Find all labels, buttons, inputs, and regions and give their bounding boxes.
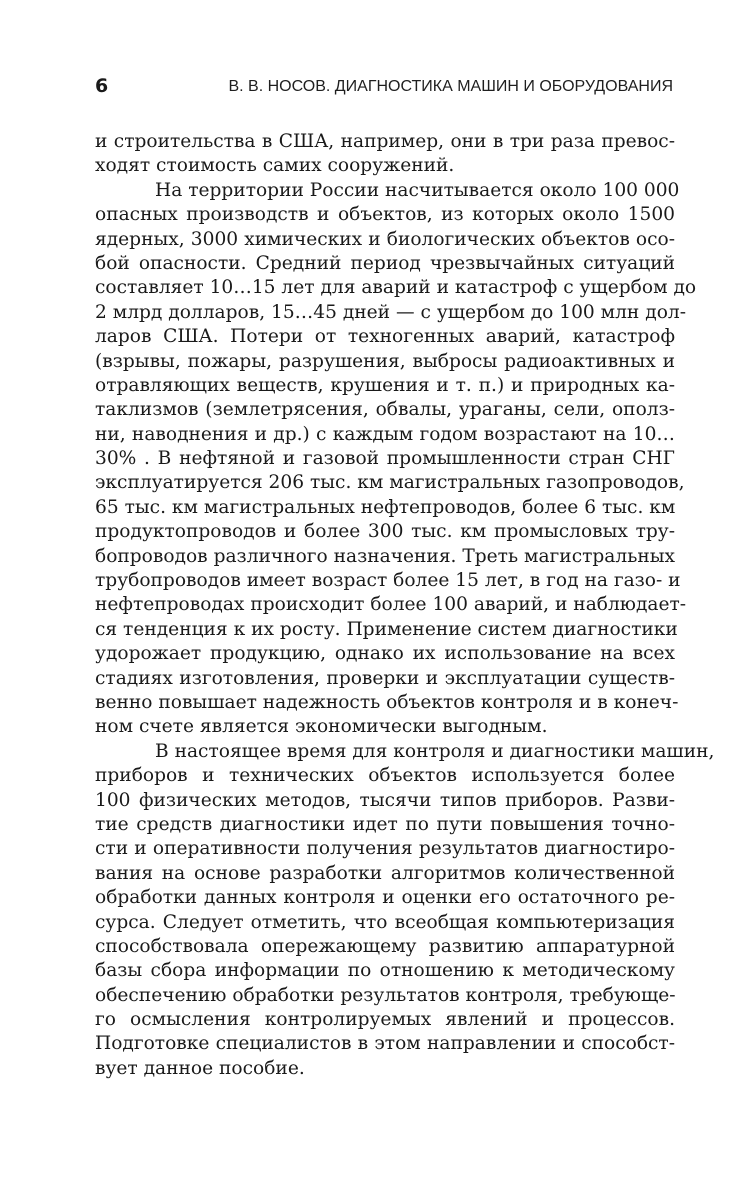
paragraph [95,179,697,740]
text-line: стадиях изготовления, проверки и эксплуатации существ- [95,667,675,689]
text-line: ядерных, 3000 химических и биологических объектов осо- [95,228,675,250]
text-line: венно повышает надежность объектов контроля и в конеч- [95,691,679,713]
text-line: ном счете является экономически выгодным. [95,716,548,738]
running-head [95,74,673,100]
text-line: отравляющих веществ, крушения и т. п.) и природных ка- [95,374,675,396]
text-line: ни, наводнения и др.) с каждым годом возрастают на 10… [95,423,675,445]
text-line: трубопроводов имеет возраст более 15 лет, в год на газо- и [95,570,681,592]
page-number: 6 [95,75,109,97]
text-line: вует данное пособие. [95,1057,305,1079]
text-line: нефтепроводах происходит более 100 аварий, и наблюдает- [95,594,687,616]
text-line: опасных производств и объектов, из которых около 1500 [95,204,675,226]
text-line: Подготовке специалистов в этом направлении и способст- [95,1033,675,1055]
text-line: вания на основе разработки алгоритмов количественной [95,862,675,884]
text-line: базы сбора информации по отношению к методическому [95,960,675,982]
text-line: способствовала опережающему развитию аппаратурной [95,935,675,957]
text-line: ходят стоимость самих сооружений. [95,155,455,177]
text-line: обеспечению обработки результатов контроля, требующе- [95,984,676,1006]
text-line: 2 млрд долларов, 15…45 дней — с ущербом до 100 млн дол- [95,301,686,323]
text-line: ся тенденция к их росту. Применение систем диагностики [95,618,678,640]
text-line: тие средств диагностики идет по пути повышения точно- [95,813,675,835]
text-line: и строительства в США, например, они в три раза превос- [95,131,675,152]
text-line: бопроводов различного назначения. Треть магистральных [95,545,675,567]
text-line: го осмысления контролируемых явлений и процессов. [95,1009,675,1031]
text-line: На территории России насчитывается около 100 000 [155,179,680,201]
text-line: эксплуатируется 206 тыс. км магистральных газопроводов, [95,472,685,494]
paragraph [95,740,715,1081]
text-line: 65 тыс. км магистральных нефтепроводов, более 6 тыс. км [95,496,676,518]
running-title: В. В. НОСОВ. ДИАГНОСТИКА МАШИН И ОБОРУДОВАНИЯ [228,78,673,95]
text-line: продуктопроводов и более 300 тыс. км промысловых тру- [95,521,675,543]
text-line: сурса. Следует отметить, что всеобщая компьютеризация [95,911,675,933]
text-line: таклизмов (землетрясения, обвалы, ураганы, сели, ополз- [95,399,675,421]
text-line: В настоящее время для контроля и диагностики машин, [155,740,715,762]
text-line: сти и оперативности получения результатов диагностиро- [95,838,675,860]
text-line: бой опасности. Средний период чрезвычайных ситуаций [95,252,675,274]
text-line: удорожает продукцию, однако их использование на всех [95,643,675,665]
text-line: 100 физических методов, тысячи типов приборов. Разви- [95,789,675,811]
paragraph [95,130,675,179]
body-text [95,130,715,1081]
text-line: (взрывы, пожары, разрушения, выбросы радиоактивных и [95,350,675,372]
text-line: 30% . В нефтяной и газовой промышленности стран СНГ [95,448,675,470]
text-line: составляет 10…15 лет для аварий и катастроф с ущербом до [95,277,697,299]
text-line: обработки данных контроля и оценки его остаточного ре- [95,887,675,909]
text-line: приборов и технических объектов используется более [95,765,675,787]
text-line: ларов США. Потери от техногенных аварий, катастроф [95,326,675,348]
